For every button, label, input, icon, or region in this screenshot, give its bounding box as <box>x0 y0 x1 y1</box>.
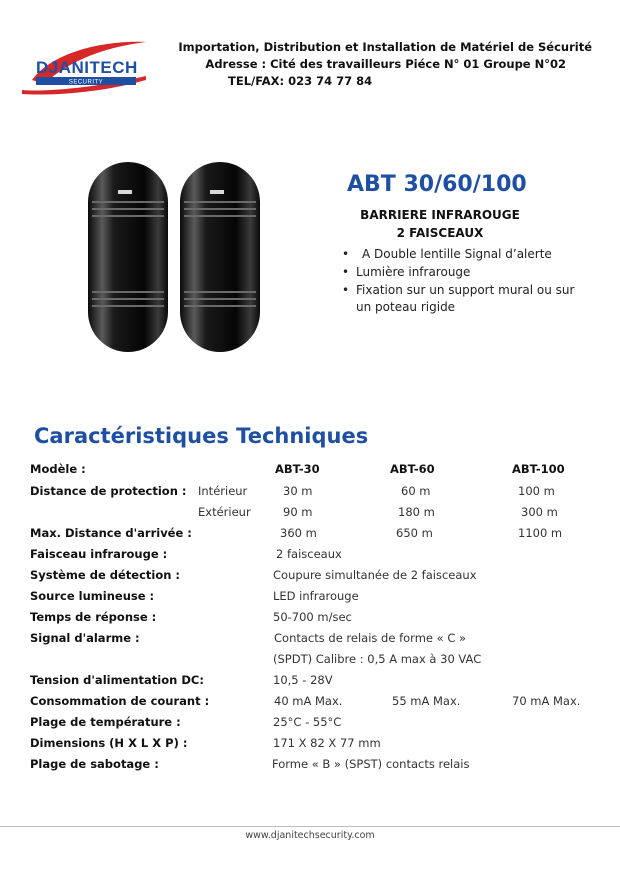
spec-value: ABT-100 <box>512 462 565 476</box>
spec-value: 10,5 - 28V <box>273 673 333 687</box>
spec-label: Distance de protection : <box>30 484 187 498</box>
spec-label: Source lumineuse : <box>30 589 155 603</box>
spec-value: 60 m <box>401 484 431 498</box>
spec-row-beams <box>30 547 600 565</box>
spec-value: LED infrarouge <box>273 589 359 603</box>
spec-row-voltage <box>30 673 600 691</box>
spec-label: Max. Distance d'arrivée : <box>30 526 192 540</box>
bullet-icon: • <box>342 265 350 279</box>
feature-list <box>340 246 585 317</box>
spec-value: 25°C - 55°C <box>273 715 342 729</box>
bullet-icon: • <box>342 247 350 261</box>
header-company-line: Importation, Distribution et Installation de Matériel de Sécurité <box>178 40 592 54</box>
header-phone-line: TEL/FAX: 023 74 77 84 <box>228 74 373 88</box>
product-title: ABT 30/60/100 <box>347 172 527 197</box>
spec-label: Consommation de courant : <box>30 694 210 708</box>
feature-item: • A Double lentille Signal d’alerte <box>342 247 552 261</box>
spec-value: (SPDT) Calibre : 0,5 A max à 30 VAC <box>273 652 482 666</box>
spec-label: Temps de réponse : <box>30 610 157 624</box>
spec-sublabel: Intérieur <box>198 484 248 498</box>
spec-value: 40 mA Max. <box>274 694 343 708</box>
spec-label: Faisceau infrarouge : <box>30 547 168 561</box>
spec-row-alarm-signal-cont <box>30 652 600 670</box>
spec-label: Tension d'alimentation DC: <box>30 673 204 687</box>
feature-item: • Fixation sur un support mural ou sur un poteau rigide <box>342 283 575 314</box>
spec-value: 300 m <box>521 505 558 519</box>
djanitech-logo <box>14 32 154 102</box>
spec-value: 360 m <box>280 526 317 540</box>
spec-label: Plage de sabotage : <box>30 757 159 771</box>
svg-text:SECURITY: SECURITY <box>68 79 104 86</box>
spec-row-distance-exterior <box>30 505 600 523</box>
spec-value: 90 m <box>283 505 313 519</box>
feature-item: • Lumière infrarouge <box>342 265 471 279</box>
spec-value: 2 faisceaux <box>276 547 342 561</box>
spec-row-model <box>30 462 600 480</box>
spec-row-tamper <box>30 757 600 775</box>
product-photo-barriers <box>70 150 280 365</box>
spec-value: Contacts de relais de forme « C » <box>274 631 467 645</box>
bullet-icon: • <box>342 283 350 297</box>
spec-sublabel: Extérieur <box>198 505 251 519</box>
spec-label: Modèle : <box>30 462 86 476</box>
spec-row-temperature <box>30 715 600 733</box>
section-title-specs: Caractéristiques Techniques <box>34 424 369 448</box>
spec-value: 650 m <box>396 526 433 540</box>
spec-value: Forme « B » (SPST) contacts relais <box>272 757 470 771</box>
spec-value: 30 m <box>283 484 313 498</box>
product-subtitle-2: 2 FAISCEAUX <box>396 226 484 240</box>
spec-row-consumption <box>30 694 600 712</box>
spec-value: 171 X 82 X 77 mm <box>273 736 381 750</box>
footer-divider <box>0 826 620 827</box>
spec-value: ABT-30 <box>275 462 320 476</box>
spec-row-distance-interior <box>30 484 600 502</box>
spec-row-alarm-signal <box>30 631 600 649</box>
spec-value: 1100 m <box>518 526 563 540</box>
spec-value: ABT-60 <box>390 462 435 476</box>
spec-value: Coupure simultanée de 2 faisceaux <box>273 568 477 582</box>
spec-row-dimensions <box>30 736 600 754</box>
header-address-line: Adresse : Cité des travailleurs Piéce N° 01 Groupe N°02 <box>205 57 566 71</box>
spec-value: 100 m <box>518 484 555 498</box>
spec-value: 55 mA Max. <box>392 694 461 708</box>
footer-website: www.djanitechsecurity.com <box>245 830 375 841</box>
spec-row-response-time <box>30 610 600 628</box>
spec-label: Système de détection : <box>30 568 181 582</box>
spec-label: Dimensions (H X L X P) : <box>30 736 188 750</box>
svg-text:DJANITECH: DJANITECH <box>36 58 138 77</box>
spec-label: Signal d'alarme : <box>30 631 140 645</box>
spec-value: 180 m <box>398 505 435 519</box>
spec-row-detection <box>30 568 600 586</box>
spec-value: 70 mA Max. <box>512 694 581 708</box>
spec-label: Plage de température : <box>30 715 181 729</box>
spec-row-light-source <box>30 589 600 607</box>
spec-value: 50-700 m/sec <box>273 610 352 624</box>
spec-row-max-distance <box>30 526 600 544</box>
product-subtitle-1: BARRIERE INFRAROUGE <box>360 208 520 222</box>
